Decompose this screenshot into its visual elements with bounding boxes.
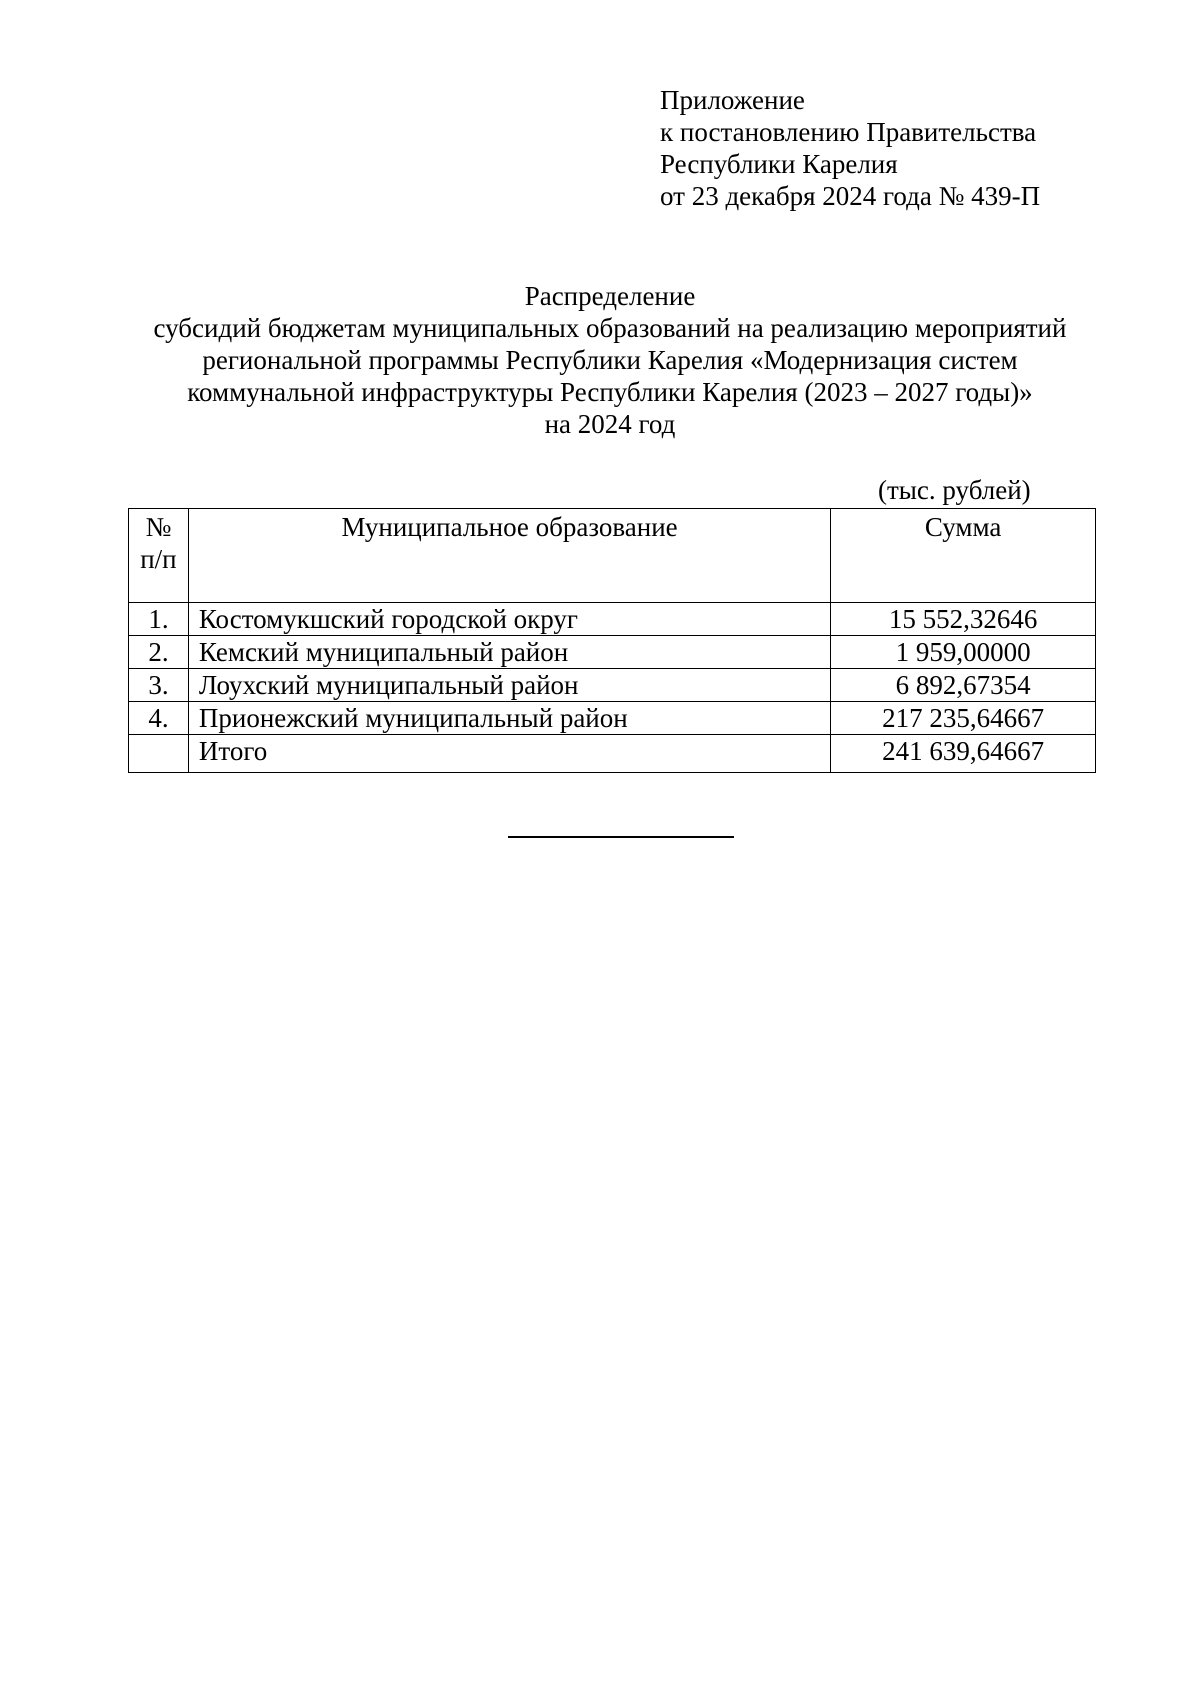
title-line: Распределение bbox=[524, 281, 696, 311]
header-number-symbol: № bbox=[145, 512, 172, 542]
row-sum: 15 552,32646 bbox=[831, 603, 1096, 636]
header-number bbox=[129, 509, 189, 603]
table-row bbox=[129, 702, 1096, 735]
row-municipality: Прионежский муниципальный район bbox=[188, 702, 830, 735]
appendix-block bbox=[660, 84, 1040, 212]
table-row bbox=[129, 636, 1096, 669]
table-row bbox=[129, 669, 1096, 702]
row-municipality: Лоухский муниципальный район bbox=[188, 669, 830, 702]
total-row bbox=[129, 735, 1096, 773]
subsidy-table bbox=[128, 508, 1096, 773]
document-title bbox=[120, 280, 1100, 440]
appendix-line: Приложение bbox=[660, 85, 805, 115]
table-header-row bbox=[129, 509, 1096, 603]
row-municipality: Костомукшский городской округ bbox=[188, 603, 830, 636]
header-number-abbr: п/п bbox=[140, 544, 177, 574]
header-sum: Сумма bbox=[831, 509, 1096, 603]
title-line: субсидий бюджетам муниципальных образований на реализацию мероприятий bbox=[153, 313, 1067, 343]
appendix-line: к постановлению Правительства bbox=[660, 117, 1037, 147]
total-number bbox=[129, 735, 189, 773]
total-sum: 241 639,64667 bbox=[831, 735, 1096, 773]
title-line: на 2024 год bbox=[544, 409, 676, 439]
title-line: региональной программы Республики Карелия «Модернизация систем bbox=[202, 345, 1018, 375]
row-number: 2. bbox=[129, 636, 189, 669]
table-row bbox=[129, 603, 1096, 636]
closing-divider bbox=[508, 836, 734, 838]
header-municipality: Муниципальное образование bbox=[188, 509, 830, 603]
row-sum: 6 892,67354 bbox=[831, 669, 1096, 702]
total-label: Итого bbox=[188, 735, 830, 773]
units-label: (тыс. рублей) bbox=[878, 475, 1031, 505]
row-sum: 1 959,00000 bbox=[831, 636, 1096, 669]
row-number: 4. bbox=[129, 702, 189, 735]
row-number: 3. bbox=[129, 669, 189, 702]
row-sum: 217 235,64667 bbox=[831, 702, 1096, 735]
row-municipality: Кемский муниципальный район bbox=[188, 636, 830, 669]
row-number: 1. bbox=[129, 603, 189, 636]
appendix-line: от 23 декабря 2024 года № 439-П bbox=[660, 181, 1041, 211]
appendix-line: Республики Карелия bbox=[660, 149, 898, 179]
title-line: коммунальной инфраструктуры Республики Карелия (2023 – 2027 годы)» bbox=[187, 377, 1033, 407]
